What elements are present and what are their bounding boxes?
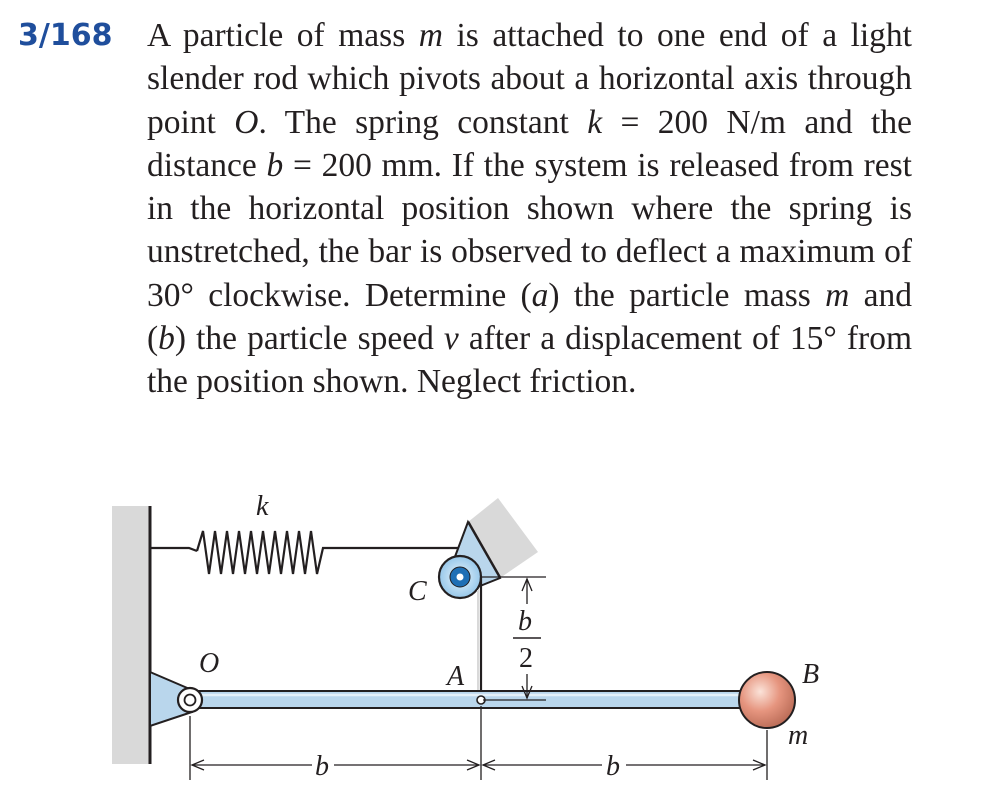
- problem-number: 3/168: [18, 18, 113, 53]
- pivot-pin-inner: [185, 695, 196, 706]
- dimension-b-half: [481, 577, 546, 700]
- ground-wall: [112, 506, 150, 764]
- pivot-label-o: O: [199, 648, 220, 679]
- spring-left-wire: [150, 548, 197, 551]
- pulley-label-c: C: [408, 576, 427, 607]
- mechanism-figure: [0, 470, 988, 810]
- dimension-bottom: [190, 706, 767, 780]
- particle-mass: [739, 672, 795, 728]
- point-label-b: B: [802, 659, 820, 690]
- point-label-a: A: [447, 661, 465, 692]
- dim-label-b-left: b: [315, 751, 329, 782]
- problem-statement: A particle of mass m is attached to one end of a light slender rod which pivots about a horizontal axis through point O. The spring constant k = 200 N/m and the distance b = 200 mm. If the system is released from rest in the horizontal position shown where the spring is unstretched, the bar is observed to deflect a maximum of 30° clockwise. Determine (a) the particle mass m and (b) the particle speed v after a displacement of 15° from the position shown. Neglect friction.: [147, 17, 913, 401]
- dim-label-b-numerator: b: [518, 606, 532, 637]
- spring-coil: [197, 531, 331, 574]
- dim-label-2-denominator: 2: [519, 643, 533, 674]
- dim-label-b-right: b: [606, 751, 620, 782]
- spring-label-k: k: [256, 491, 269, 522]
- pulley-hub: [457, 574, 464, 581]
- rod: [186, 691, 752, 708]
- mass-label-m: m: [788, 720, 809, 751]
